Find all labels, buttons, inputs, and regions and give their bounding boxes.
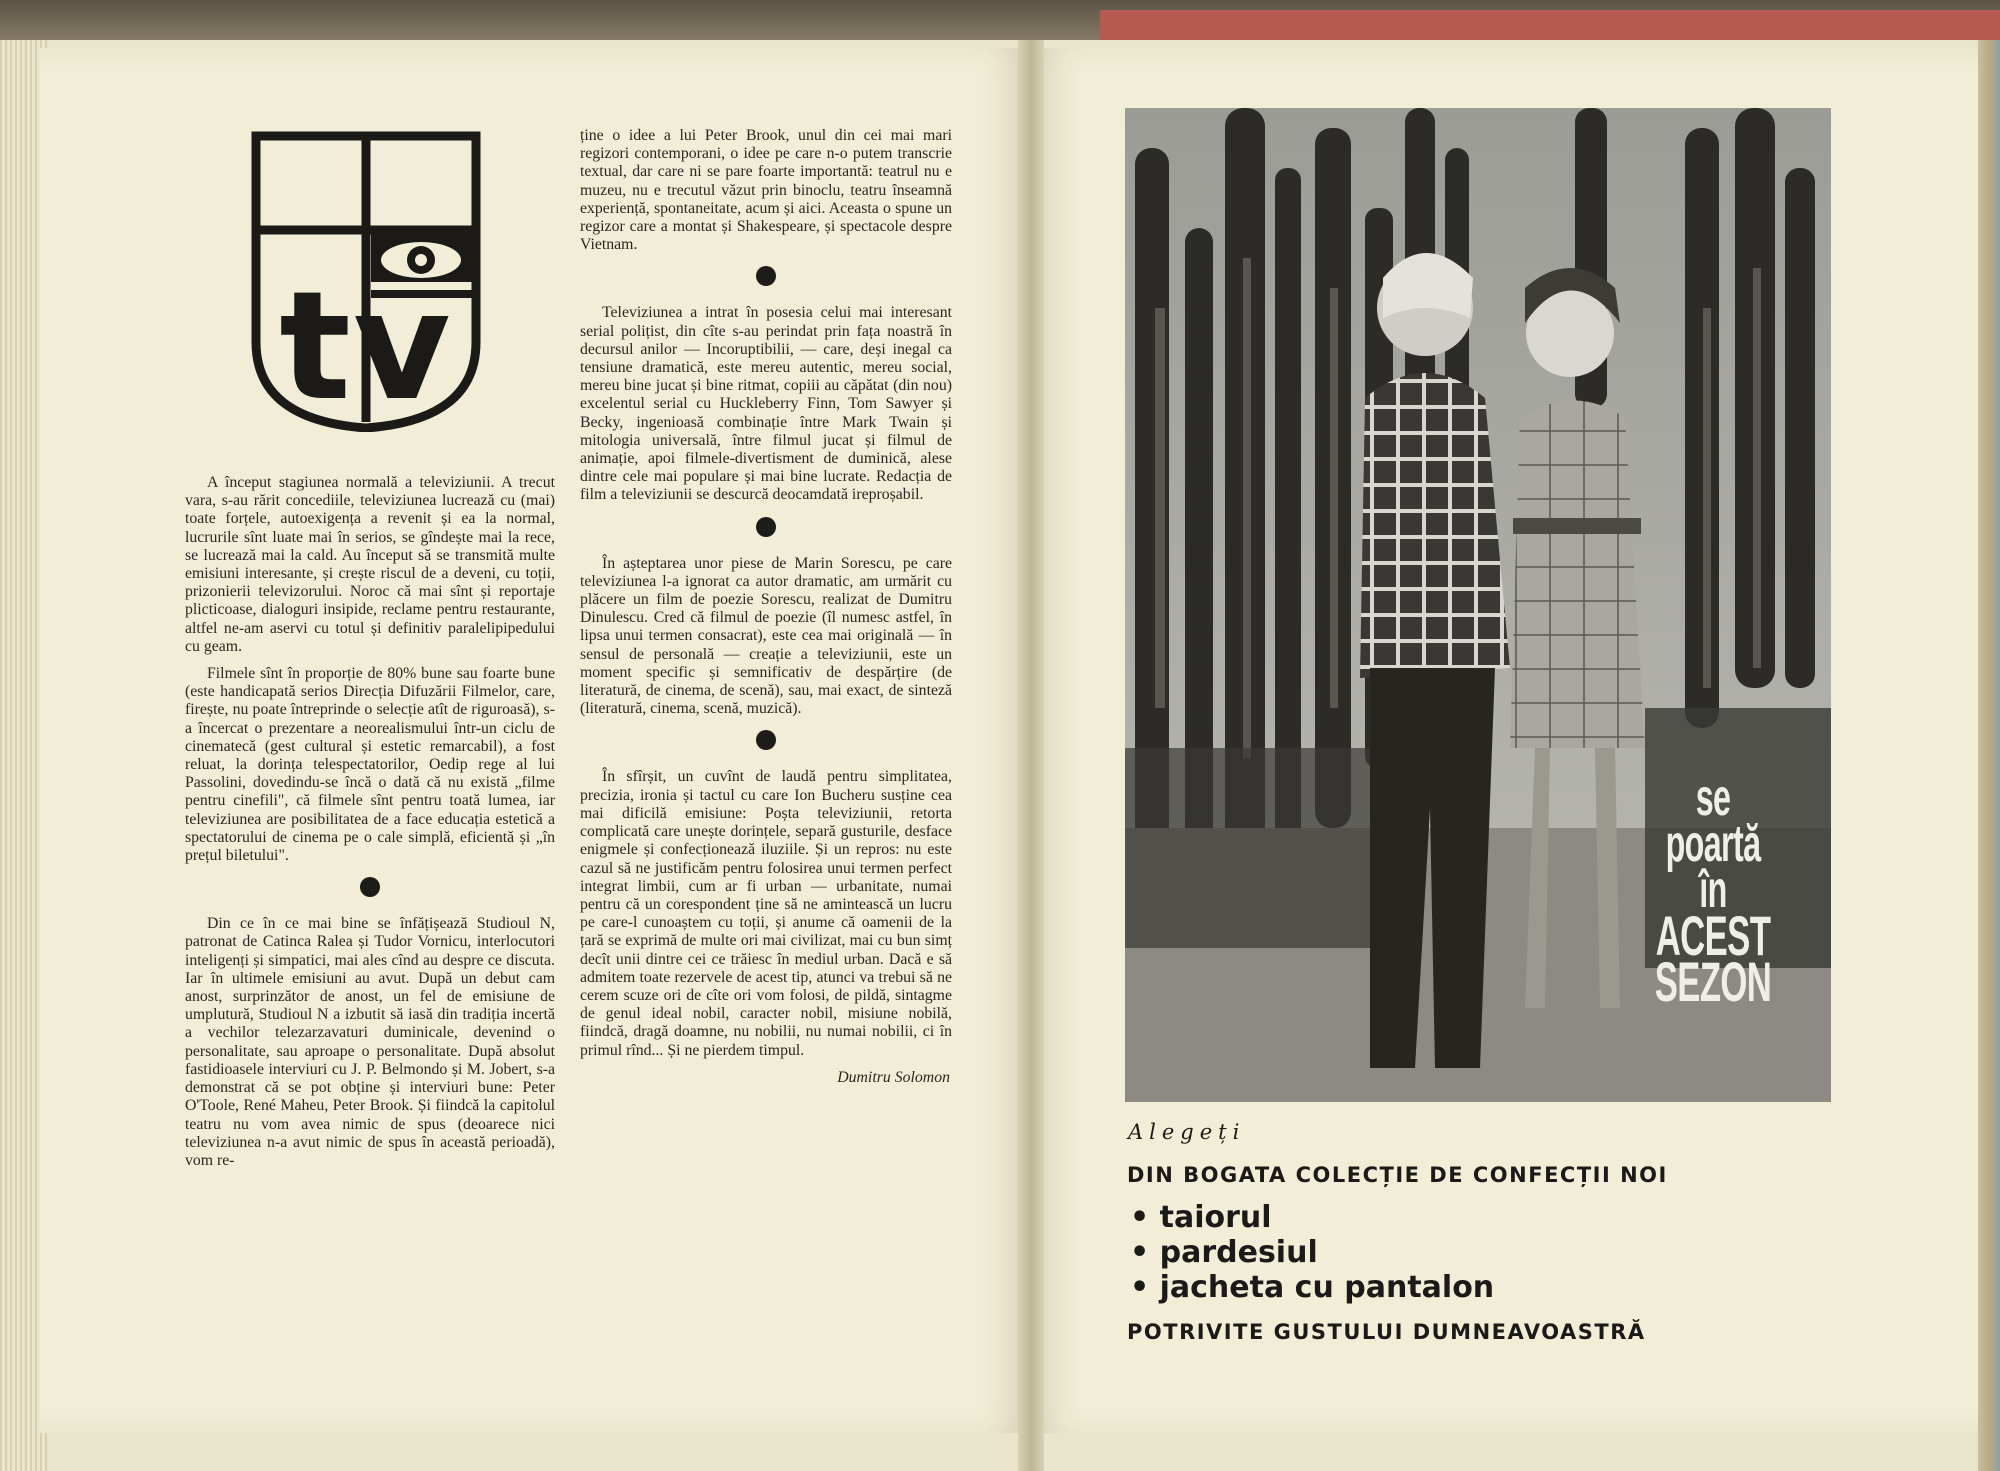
bullet-divider [756,266,776,286]
paragraph: Din ce în ce mai bine se înfățișează Studioul N, patronat de Catinca Ralea și Tudor Vornicu, interlocutori inteligenți și simpatici, mai ales cînd au despre ce discuta. Iar în ultimele emisiuni au avut. După un debut cam anost, surprinzător de anost, un fel de emisiune de umplutură, Studioul N a izbutit să iasă din tradiția incertă a vechilor telezarzavaturi duminicale, devenind o personalitate, sau aproape o personalitate. După absolut fastidioasele interviuri cu J. P. Belmondo și M. Jobert, s-a demonstrat că se pot obține și interviuri bune: Peter O'Toole, René Maheu, Peter Brook. Și fiindcă la capitolul teatru nu vom avea nimic de spus (deoarece nici televiziunea n-a avut nimic de spus în această perioadă), vom re- [185,915,555,1169]
page-stack-right [1978,40,2000,1471]
bullet-divider [756,730,776,750]
paragraph: Filmele sînt în proporție de 80% bune sau foarte bune (este handicapată serios Direcția Difuzării Filmelor, care, firește, nu poate întreprinde o selecție atît de riguroasă), s-a încercat o prezentare a neorealismului într-un ciclu de cinematecă (gest cultural și estetic remarcabil), a fost reluat, la dorința telespectatorilor, Oedip rege al lui Passolini, dovedindu-se încă o dată că nu există „filme pentru cinefili", că filmele sînt pentru toată lumea, iar televiziunea are posibilitatea de a face educația estetică a spectatorului de cinema pe o cale simplă, eficientă și „în prețul biletului". [185,665,555,865]
ad-alegeti: Alegeți [1128,1120,1246,1144]
bullet-divider [756,517,776,537]
paragraph: În așteptarea unor piese de Marin Sorescu, pe care televiziunea l-a ignorat ca autor dramatic, am urmărit cu plăcere un film de poezie Sorescu, realizat de Dumitru Dinulescu. Cred că filmul de poezie (îl numesc astfel, în lipsa unui termen consacrat), este cea mai originală — în sensul de personală — creație a televiziunii, este un moment specific și semnificativ de despărțire (de literatură, de cinema, de scenă), sau, mai exact, de sinteză (literatură, cinema, scenă, muzică). [580,554,952,718]
article-column-1 [185,474,555,1179]
caption-line: se [1695,769,1731,827]
caption-line: ACEST [1655,904,1771,967]
paragraph: În sfîrșit, un cuvînt de laudă pentru simplitatea, precizia, ironia și tactul cu care Ion Bucheru susține cea mai dificilă emisiune: Poșta televiziunii, retorta complicată care unește dorințele, separă gusturile, desface enigmele și confecționează iluziile. Și un repros: nu este cazul să ne justificăm pentru folosirea unui termen perfect integrat limbii, cum ar fi urban — urbanitate, numai pentru că un corespondent ține să ne amintească un lucru pe care-l cunoaștem cu toții, și anume că oamenii de la țară se exprimă de multe ori mai civilizat, mai cu bun simț decît unii dintre cei ce trăiesc în mediul urban. Dacă e să admitem toate rezervele de acest tip, atunci va trebui să ne cerem scuze ori de cîte ori vom folosi, de pildă, sintagme de genul ideal nobil, caracter nobil, misiune nobilă, fiindcă, dragă doamne, nu nobilii, nu numai nobilii, ci în primul rînd... Și ne pierdem timpul. [580,768,952,1059]
caption-line: poartă [1665,815,1761,873]
ad-headline: DIN BOGATA COLECȚIE DE CONFECȚII NOI [1127,1163,1668,1187]
paragraph: ține o idee a lui Peter Brook, unul din cei mai mari regizori contemporani, o idee pe care n-o putem transcrie textual, dar care ni se pare foarte importantă: teatrul nu e muzeu, nu e trecutul văzut prin binoclu, teatru înseamnă experiență, spontaneitate, acum și aici. Aceasta o spune un regizor care a montat și Shakespeare, și spectacole despre Vietnam. [580,127,952,254]
svg-text:tv: tv [279,260,453,432]
caption-line: SEZON [1654,950,1772,1013]
ad-footer: POTRIVITE GUSTULUI DUMNEAVOASTRĂ [1127,1320,1646,1344]
paragraph: A început stagiunea normală a televiziunii. A trecut vara, s-au rărit concediile, televiziunea lucrează cu (mai) toate forțele, autoexigența a revenit și ea la normal, lucrurile sînt luate mai în serios, se gîndește mai la rece, se lucrează mai la cald. Au început să se transmită multe emisiuni interesante, și crește riscul de a deveni, cu toții, prizonierii televizorului. Noroc că mai sînt și reportaje plicticoase, dialoguri insipide, reclame pentru restaurante, altfel ne-am aservi cu totul și definitiv paralelipipedului cu geam. [185,474,555,655]
ad-item: • jacheta cu pantalon [1130,1270,1495,1305]
ad-item: • taiorul [1130,1200,1272,1235]
book-gutter [1018,40,1044,1471]
photo-caption [1588,769,1838,1013]
paragraph: Televiziunea a intrat în posesia celui mai interesant serial polițist, din cîte s-au perindat prin fața noastră în decursul anilor — Incoruptibilii, — care, deși inegal ca tensiune dramatică, este mereu autentic, mereu social, mereu bine jucat și bine ritmat, copiii au căpătat (din nou) excelentul serial cu Huckleberry Finn, Tom Sawyer și Becky, ingenioasă combinație între Mark Twain și mitologia universală, între filmul jucat și filmul de animație, apoi filmele-divertisment de duminică, alese dintre cele mai populare și mai bine lucrate. Redacția de film a televiziunii se descurcă deocamdată ireproșabil. [580,304,952,504]
bullet-divider [360,877,380,897]
caption-line: în [1699,861,1727,919]
tv-logo [250,130,482,432]
article-column-2 [580,127,952,1087]
author-signature: Dumitru Solomon [837,1068,950,1086]
tv-letters [279,260,452,432]
ad-item-list [1130,1200,1494,1305]
ad-item: • pardesiul [1130,1235,1318,1270]
